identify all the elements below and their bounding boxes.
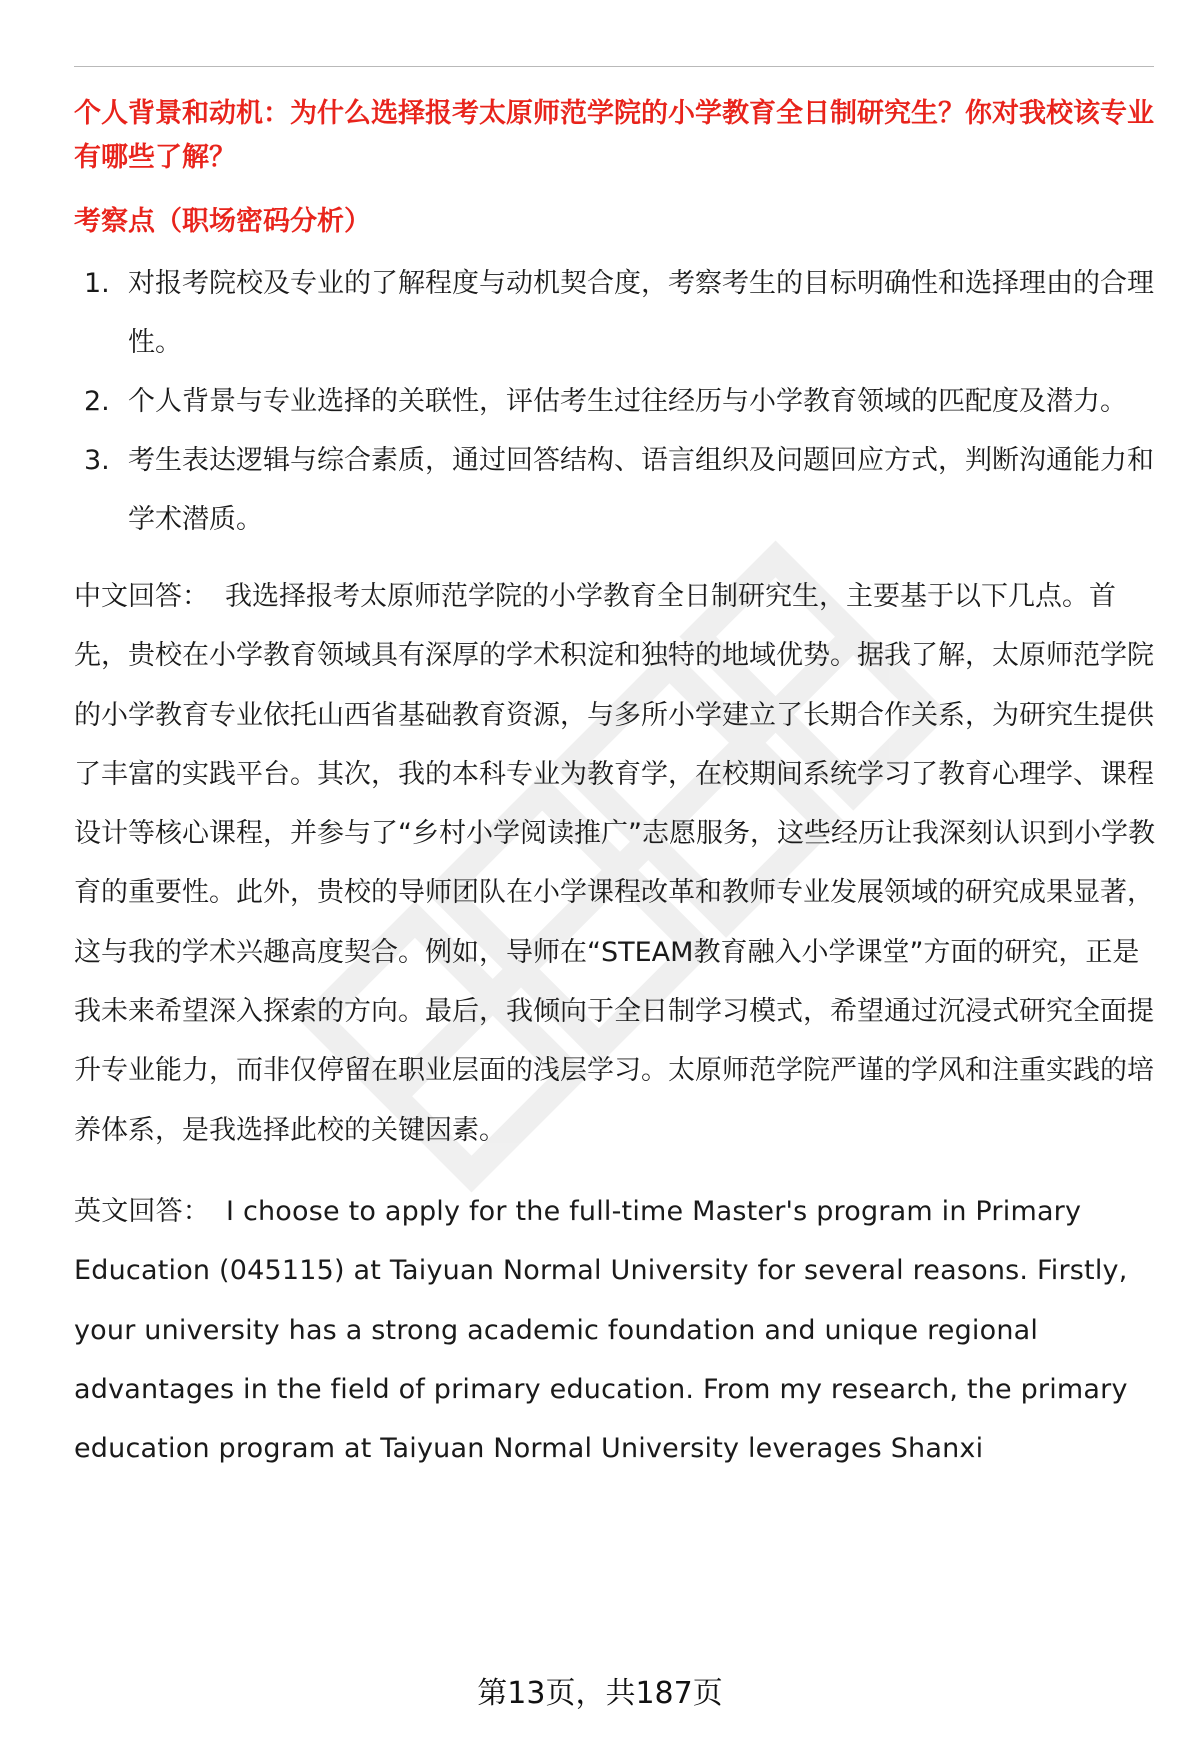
assessment-points-list [74, 254, 1156, 549]
list-item [74, 372, 1156, 431]
list-item-text: 考生表达逻辑与综合素质，通过回答结构、语言组织及问题回应方式，判断沟通能力和学术潜质。 [128, 445, 1154, 535]
list-item-number: 2. [84, 386, 110, 417]
list-item-number: 1. [84, 268, 110, 299]
list-item [74, 431, 1156, 549]
list-item-text: 对报考院校及专业的了解程度与动机契合度，考察考生的目标明确性和选择理由的合理性。 [128, 268, 1154, 358]
chinese-answer-text: 我选择报考太原师范学院的小学教育全日制研究生，主要基于以下几点。首先，贵校在小学教育领域具有深厚的学术积淀和独特的地域优势。据我了解，太原师范学院的小学教育专业依托山西省基础教育资源，与多所小学建立了长期合作关系，为研究生提供了丰富的实践平台。其次，我的本科专业为教育学，在校期间系统学习了教育心理学、课程设计等核心课程，并参与了“乡村小学阅读推广”志愿服务，这些经历让我深刻认识到小学教育的重要性。此外，贵校的导师团队在小学课程改革和教师专业发展领域的研究成果显著，这与我的学术兴趣高度契合。例如，导师在“STEAM教育融入小学课堂”方面的研究，正是我未来希望深入探索的方向。最后，我倾向于全日制学习模式，希望通过沉浸式研究全面提升专业能力，而非仅停留在职业层面的浅层学习。太原师范学院严谨的学风和注重实践的培养体系，是我选择此校的关键因素。 [74, 581, 1155, 1146]
page-number-footer: 第13页，共187页 [477, 1676, 723, 1711]
chinese-answer-label: 中文回答： [74, 581, 209, 612]
question-heading: 个人背景和动机：为什么选择报考太原师范学院的小学教育全日制研究生？你对我校该专业有哪些了解？ [74, 98, 1154, 173]
english-answer-paragraph [74, 1182, 1156, 1478]
chinese-answer-paragraph [74, 567, 1156, 1160]
page-content [74, 92, 1156, 1478]
list-item-number: 3. [84, 445, 110, 476]
english-answer-label: 英文回答： [74, 1195, 210, 1227]
english-answer-text: I choose to apply for the full-time Master's program in Primary Education (045115) at Taiyuan Normal University for several reasons. Firstly, your university has a strong academic foundation and unique regional advantages in the field of primary education. From my research, the primary education program at Taiyuan Normal University leverages Shanxi [74, 1195, 1128, 1465]
header-rule [74, 66, 1154, 67]
section-title: 考察点（职场密码分析） [74, 206, 371, 237]
list-item [74, 254, 1156, 372]
list-item-text: 个人背景与专业选择的关联性，评估考生过往经历与小学教育领域的匹配度及潜力。 [128, 386, 1127, 417]
